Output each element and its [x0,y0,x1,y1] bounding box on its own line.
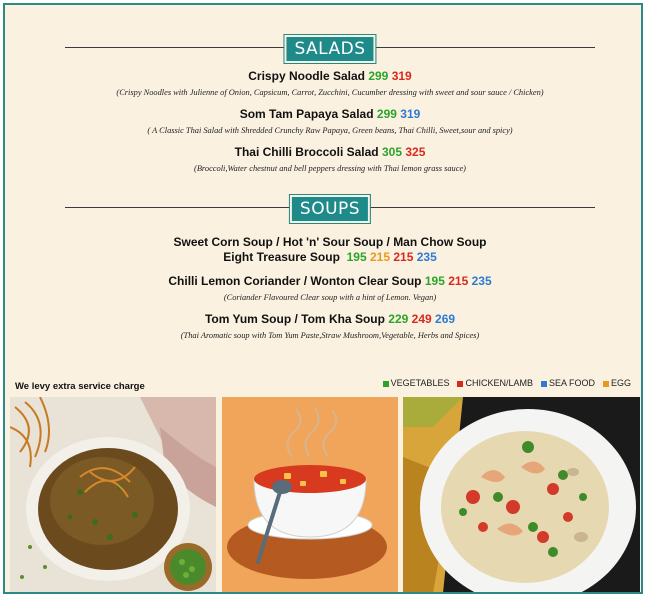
legend-item-vegetables [383,378,450,388]
legend-label: EGG [610,378,631,388]
item-description: ( A Classic Thai Salad with Shredded Crunchy Raw Papaya, Green beans, Thai Chilli, Sweet,sour and spicy) [147,126,513,135]
menu-item-sweet-corn-soup [65,235,595,265]
menu-item-chilli-lemon-coriander [65,274,595,304]
item-name-line1: Sweet Corn Soup / Hot 'n' Sour Soup / Man Chow Soup [173,235,487,249]
price-veg: 305 [381,145,403,159]
price-veg: 299 [376,107,397,121]
price-seafood: 235 [471,274,492,288]
menu-item-crispy-noodle-salad [65,69,595,99]
price-seafood: 319 [400,107,421,121]
price-veg: 229 [388,312,409,326]
soups-heading: SOUPS [290,195,370,223]
price-chicken: 249 [411,312,432,326]
item-description: (Coriander Flavoured Clear soup with a hint of Lemon. Vegan) [223,293,437,302]
price-seafood: 269 [435,312,456,326]
legend-swatch [541,381,547,387]
menu-item-som-tam-papaya-salad [65,107,595,137]
item-description: (Crispy Noodles with Julienne of Onion, Capsicum, Carrot, Zucchini, Cucumber dressing with sweet and sour sauce / Chicken) [116,88,544,97]
item-name: Crispy Noodle Salad [248,69,365,83]
price-chicken: 319 [391,69,412,83]
price-veg: 299 [368,69,389,83]
item-description: (Broccoli,Water chestnut and bell peppers dressing with Thai lemon grass sauce) [194,164,466,173]
item-name: Tom Yum Soup / Tom Kha Soup [204,312,385,326]
tom-yum-soup-photo [403,397,640,593]
legend-item-chicken-lamb [457,378,533,388]
item-name: Som Tam Papaya Salad [239,107,374,121]
price-veg: 195 [346,250,367,264]
soups-heading-row [65,195,595,221]
price-veg: 195 [424,274,445,288]
legend-item-sea-food [541,378,595,388]
salads-heading-row [65,35,595,61]
legend-label: VEGETABLES [390,378,450,388]
price-chicken: 325 [405,145,426,159]
price-seafood: 235 [416,250,437,264]
menu-item-thai-chilli-broccoli-salad [65,145,595,175]
item-name-line2: Eight Treasure Soup [223,250,340,264]
price-legend [383,378,631,388]
item-name: Chilli Lemon Coriander / Wonton Clear Soup [168,274,422,288]
legend-swatch [457,381,463,387]
legend-label: CHICKEN/LAMB [465,378,533,388]
price-chicken: 215 [448,274,469,288]
item-description: (Thai Aromatic soup with Tom Yum Paste,Straw Mushroom,Vegetable, Herbs and Spices) [180,331,480,340]
menu-item-tom-yum-soup [65,312,595,342]
price-egg: 215 [369,250,391,264]
legend-item-egg [603,378,631,388]
item-name: Thai Chilli Broccoli Salad [234,145,379,159]
soup-bowl-illustration [222,397,398,593]
manchow-soup-photo [10,397,216,593]
legend-swatch [603,381,609,387]
legend-label: SEA FOOD [548,378,595,388]
service-charge-note: We levy extra service charge [15,381,145,392]
legend-swatch [383,381,389,387]
menu-page [3,3,643,594]
price-chicken: 215 [393,250,414,264]
salads-heading: SALADS [284,35,375,63]
